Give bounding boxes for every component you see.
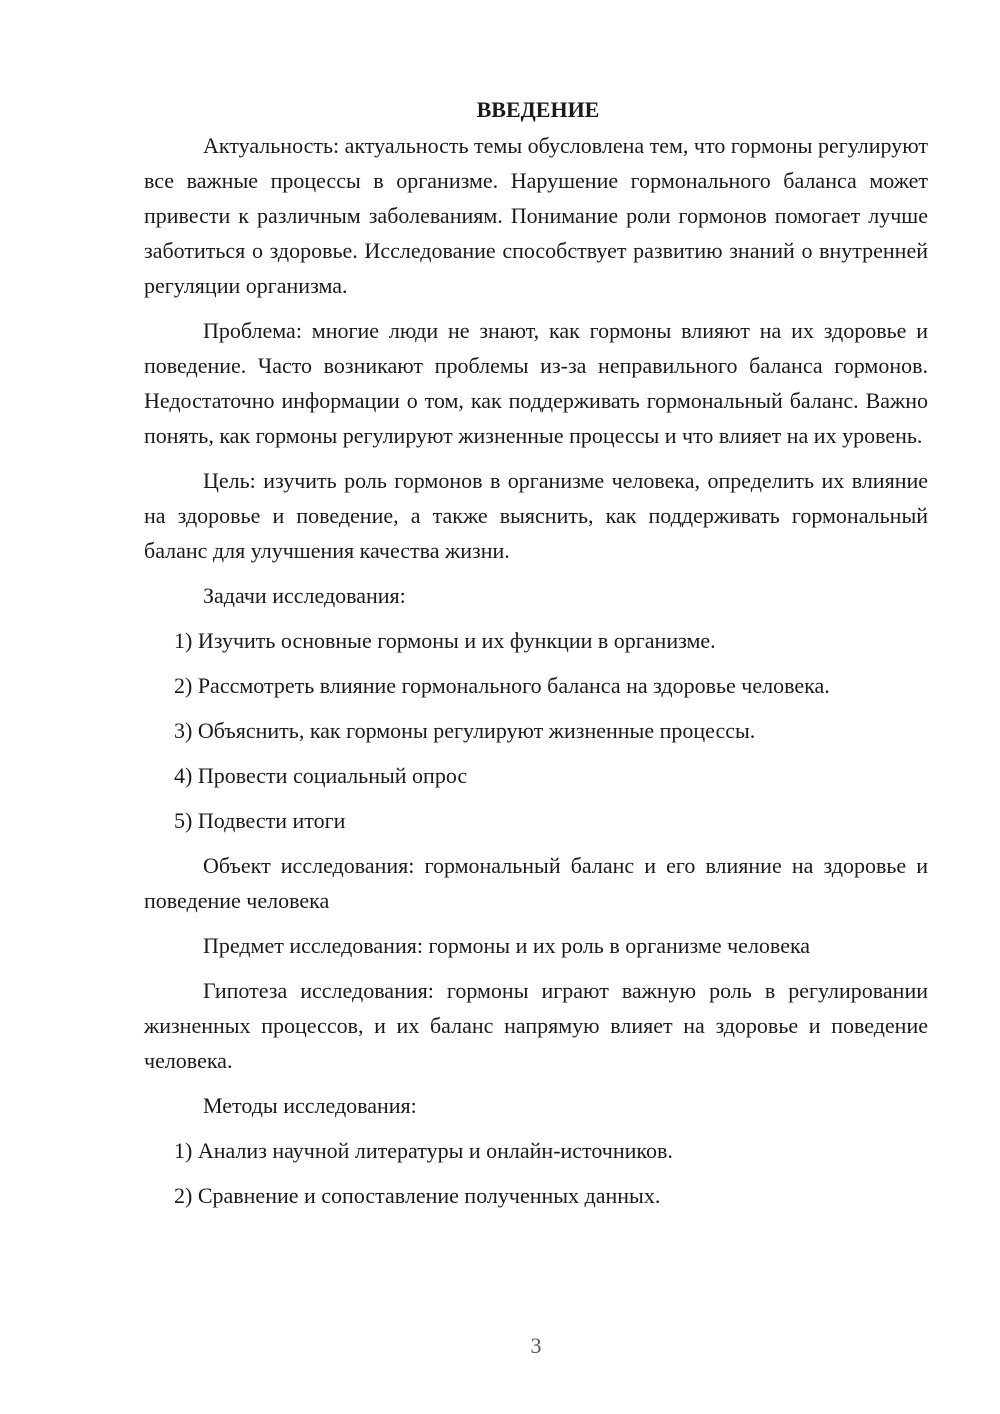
methods-title: Методы исследования: xyxy=(203,1093,417,1118)
method-item: 2) Сравнение и сопоставление полученных данных. xyxy=(174,1183,661,1208)
task-item: 4) Провести социальный опрос xyxy=(174,763,468,788)
method-item: 1) Анализ научной литературы и онлайн-источников. xyxy=(174,1138,673,1163)
task-item: 5) Подвести итоги xyxy=(174,808,346,833)
task-item: 3) Объяснить, как гормоны регулируют жизненные процессы. xyxy=(174,718,756,743)
subject-paragraph: Предмет исследования: гормоны и их роль в организме человека xyxy=(203,933,811,958)
problem-paragraph: Проблема: многие люди не знают, как гормоны влияют на их здоровье и поведение. Часто возникают проблемы из-за неправильного баланса гормонов. Недостаточно информации о том, как поддерживать гормональный баланс. Важно понять, как гормоны регулируют жизненные процессы и что влияет на их уровень. xyxy=(144,318,928,448)
tasks-title: Задачи исследования: xyxy=(203,583,406,608)
document-page xyxy=(144,92,928,1223)
relevance-paragraph: Актуальность: актуальность темы обусловлена тем, что гормоны регулируют все важные процессы в организме. Нарушение гормонального баланса может привести к различным заболеваниям. Понимание роли гормонов помогает лучше заботиться о здоровье. Исследование способствует развитию знаний о внутренней регуляции организма. xyxy=(144,133,928,298)
page-number: 3 xyxy=(530,1333,542,1358)
task-item: 2) Рассмотреть влияние гормонального баланса на здоровье человека. xyxy=(174,673,830,698)
object-paragraph: Объект исследования: гормональный баланс и его влияние на здоровье и поведение человека xyxy=(144,853,928,913)
task-item: 1) Изучить основные гормоны и их функции в организме. xyxy=(174,628,716,653)
hypothesis-paragraph: Гипотеза исследования: гормоны играют важную роль в регулировании жизненных процессов, и их баланс напрямую влияет на здоровье и поведение человека. xyxy=(144,978,928,1073)
document-heading: ВВЕДЕНИЕ xyxy=(476,97,600,122)
goal-paragraph: Цель: изучить роль гормонов в организме человека, определить их влияние на здоровье и поведение, а также выяснить, как поддерживать гормональный баланс для улучшения качества жизни. xyxy=(144,468,928,563)
